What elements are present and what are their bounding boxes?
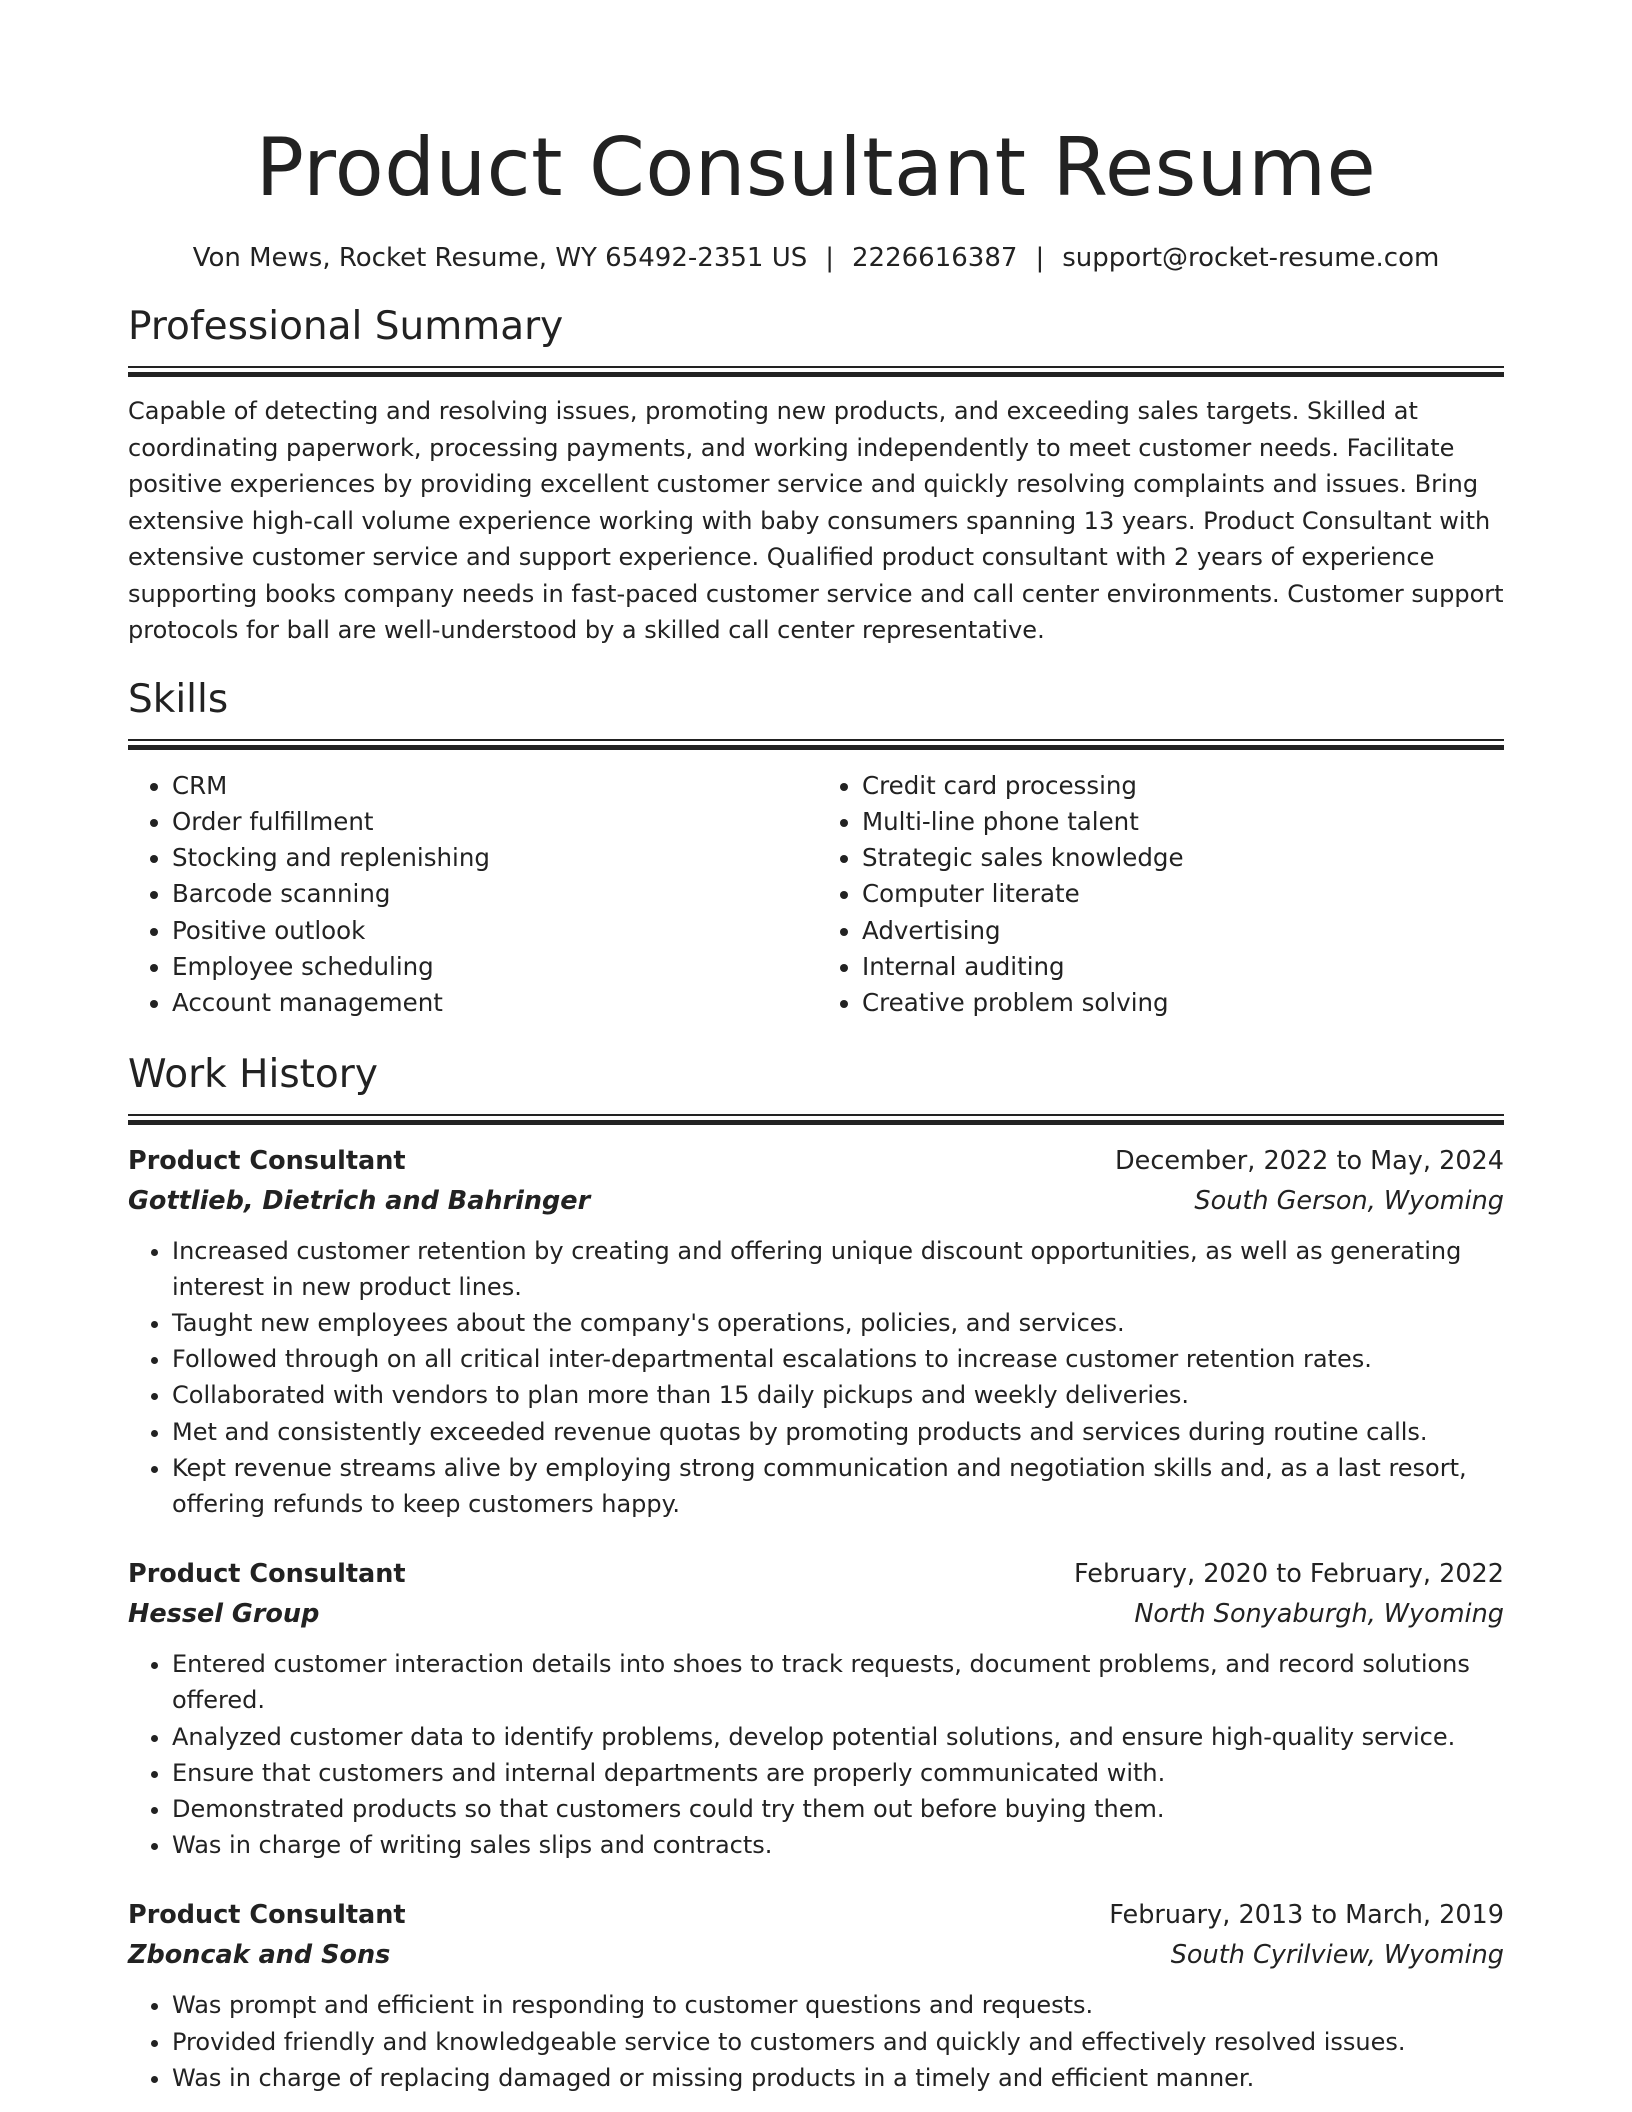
job-subheader-row [128, 1935, 1504, 1975]
job-dates: February, 2013 to March, 2019 [1109, 1900, 1504, 1931]
page-title: Product Consultant Resume [255, 121, 1377, 214]
job-title: Product Consultant [128, 1145, 406, 1176]
summary-text: Capable of detecting and resolving issues, promoting new products, and exceeding sales targets. Skilled at coordinating paperwork, processing payments, and working independently to meet customer needs. Facilitate positive experiences by providing excellent customer service and quickly resolving complaints and issues. Bring extensive high-call volume experience working with baby consumers spanning 13 years. Product Consultant with extensive customer service and support experience. Qualified product consultant with 2 years of experience supporting books company needs in fast-paced customer service and call center environments. Customer support protocols for ball are well-understood by a skilled call center representative. [128, 397, 1504, 644]
skill-item: • Strategic sales knowledge [862, 840, 1504, 876]
job-title: Product Consultant [128, 1900, 406, 1931]
address: Von Mews, Rocket Resume, WY 65492-2351 US [192, 243, 808, 273]
skill-item: • Computer literate [862, 876, 1504, 912]
job-bullet: • Was in charge of replacing damaged or missing products in a timely and efficient manner. [172, 2060, 1504, 2096]
job-entry [128, 1895, 1504, 2096]
section-heading-summary: Professional Summary [128, 304, 564, 349]
job-title: Product Consultant [128, 1559, 406, 1590]
section-divider [128, 366, 1504, 377]
skill-item: • Positive outlook [172, 913, 814, 949]
job-header-row [128, 1554, 1504, 1594]
contact-line [128, 240, 1504, 276]
job-bullet: • Was in charge of writing sales slips and contracts. [172, 1827, 1504, 1863]
skills-column-right [814, 768, 1504, 1022]
skills-column-left [128, 768, 814, 1022]
skill-item: • Credit card processing [862, 768, 1504, 804]
job-company: Hessel Group [128, 1599, 320, 1630]
contact-separator: | [825, 243, 835, 273]
skill-item: • Order fulfillment [172, 804, 814, 840]
job-bullet: • Collaborated with vendors to plan more than 15 daily pickups and weekly deliveries. [172, 1377, 1504, 1413]
phone: 2226616387 [852, 243, 1018, 273]
job-spacer [128, 1522, 1504, 1554]
job-entry [128, 1141, 1504, 1523]
section-heading-work-history: Work History [128, 1051, 378, 1097]
skills-list [128, 768, 1504, 1022]
section-divider [128, 1114, 1504, 1125]
skill-item: • Account management [172, 985, 814, 1021]
job-dates: February, 2020 to February, 2022 [1073, 1559, 1504, 1590]
job-bullet: • Ensure that customers and internal departments are properly communicated with. [172, 1755, 1504, 1791]
job-bullet: • Taught new employees about the company's operations, policies, and services. [172, 1305, 1504, 1341]
skill-item: • Creative problem solving [862, 985, 1504, 1021]
job-bullet: • Increased customer retention by creating and offering unique discount opportunities, as well as generating interest in new product lines. [172, 1233, 1504, 1305]
skills-section [128, 675, 1504, 1022]
skill-item: • Stocking and replenishing [172, 840, 814, 876]
job-entry [128, 1554, 1504, 1863]
job-header-row [128, 1141, 1504, 1181]
skill-item: • Advertising [862, 913, 1504, 949]
job-bullets [128, 1646, 1504, 1863]
job-subheader-row [128, 1181, 1504, 1221]
section-heading-skills: Skills [128, 676, 229, 722]
skill-item: • Internal auditing [862, 949, 1504, 985]
skill-item: • Barcode scanning [172, 876, 814, 912]
job-bullets [128, 1987, 1504, 2096]
job-company: Zboncak and Sons [128, 1940, 391, 1971]
job-bullet: • Followed through on all critical inter-departmental escalations to increase customer retention rates. [172, 1341, 1504, 1377]
work-history-section [128, 1050, 1504, 2096]
job-bullet: • Provided friendly and knowledgeable service to customers and quickly and effectively resolved issues. [172, 2024, 1504, 2060]
skill-item: • Multi-line phone talent [862, 804, 1504, 840]
job-dates: December, 2022 to May, 2024 [1115, 1145, 1504, 1176]
summary-section [128, 302, 1504, 649]
email: support@rocket-resume.com [1062, 243, 1440, 273]
job-location: South Gerson, Wyoming [1194, 1185, 1504, 1216]
job-bullet: • Was prompt and efficient in responding to customer questions and requests. [172, 1987, 1504, 2023]
job-spacer [128, 1863, 1504, 1895]
job-company: Gottlieb, Dietrich and Bahringer [128, 1185, 591, 1216]
job-bullet: • Entered customer interaction details into shoes to track requests, document problems, and record solutions offered. [172, 1646, 1504, 1718]
job-location: South Cyrilview, Wyoming [1170, 1940, 1504, 1971]
contact-separator: | [1035, 243, 1045, 273]
job-bullet: • Demonstrated products so that customers could try them out before buying them. [172, 1791, 1504, 1827]
skill-item: • Employee scheduling [172, 949, 814, 985]
skill-item: • CRM [172, 768, 814, 804]
job-bullet: • Kept revenue streams alive by employing strong communication and negotiation skills and, as a last resort, offering refunds to keep customers happy. [172, 1450, 1504, 1522]
job-bullet: • Analyzed customer data to identify problems, develop potential solutions, and ensure high-quality service. [172, 1719, 1504, 1755]
job-header-row [128, 1895, 1504, 1935]
job-subheader-row [128, 1594, 1504, 1634]
job-bullets [128, 1233, 1504, 1523]
job-location: North Sonyaburgh, Wyoming [1134, 1599, 1504, 1630]
job-bullet: • Met and consistently exceeded revenue quotas by promoting products and services during routine calls. [172, 1414, 1504, 1450]
section-divider [128, 739, 1504, 750]
